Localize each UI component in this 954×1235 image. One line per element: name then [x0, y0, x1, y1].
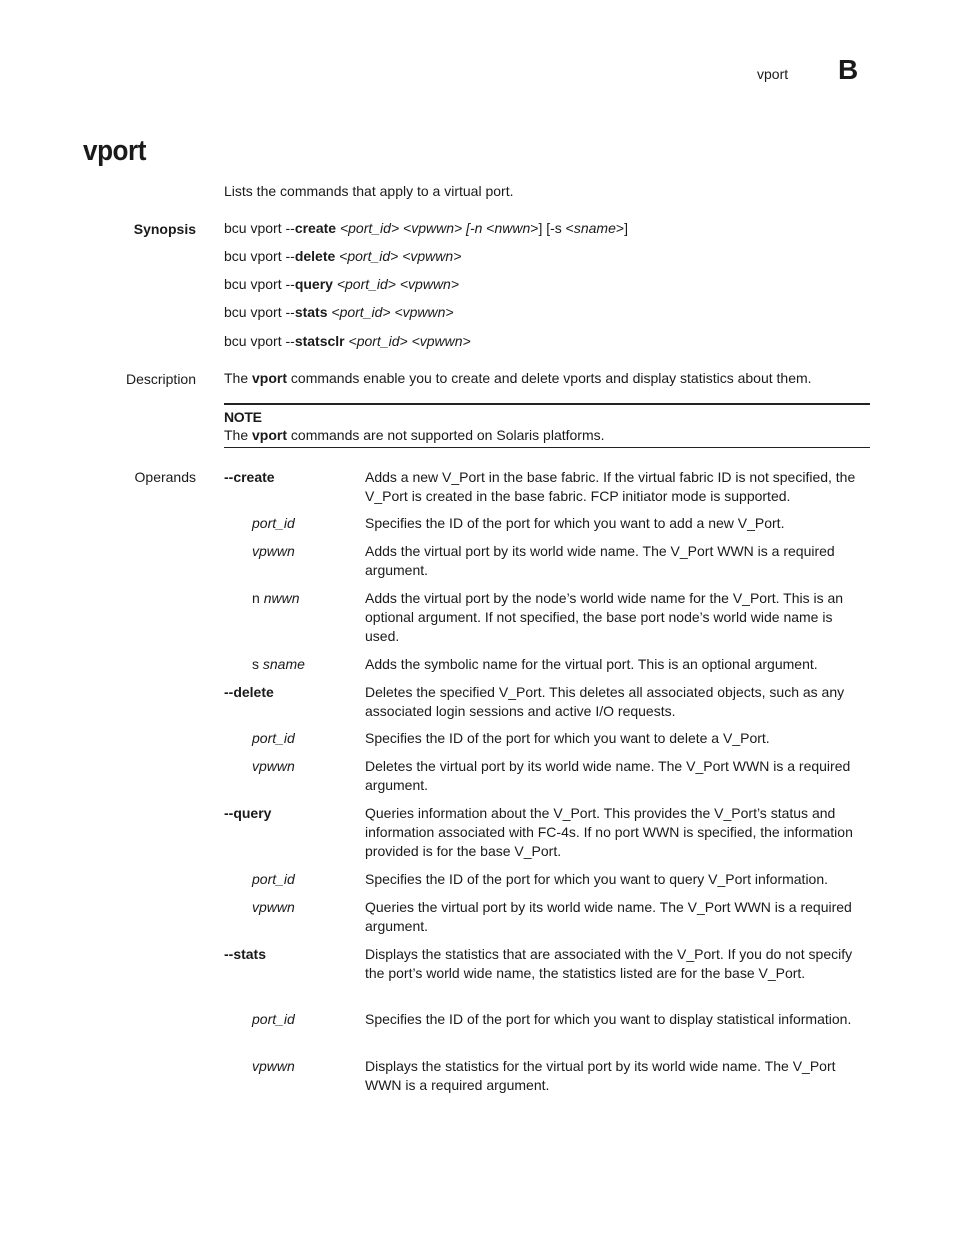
- synopsis-create: [224, 219, 628, 238]
- synopsis-command: create: [294, 220, 337, 236]
- synopsis-stats: [224, 303, 454, 322]
- operands-label: Operands: [134, 469, 196, 485]
- operand-desc: Specifies the ID of the port for which you want to delete a V_Port.: [365, 730, 770, 746]
- description-text: [224, 369, 812, 388]
- operand-desc: Displays the statistics that are associated with the V_Port. If you do not specify the port’s world wide name, the statistics listed are for the base V_Port.: [365, 946, 853, 981]
- operand-sub-name: vpwwn: [252, 758, 295, 774]
- operand-desc: Queries the virtual port by its world wide name. The V_Port WWN is a required argument.: [365, 899, 852, 934]
- synopsis-args: <port_id> <vpwwn>: [344, 333, 471, 349]
- note-bold: vport: [252, 427, 288, 443]
- operand-sub-name: [252, 655, 305, 674]
- synopsis-query: [224, 275, 459, 294]
- description-bold: vport: [252, 370, 288, 386]
- operand-desc: Deletes the specified V_Port. This deletes all associated objects, such as any associated login sessions and active I/O requests.: [365, 684, 845, 719]
- appendix-letter: B: [838, 54, 859, 85]
- operand-name: --query: [224, 805, 272, 821]
- description-post: commands enable you to create and delete vports and display statistics about them.: [287, 370, 812, 386]
- synopsis-delete: [224, 247, 461, 266]
- note-pre: The: [224, 427, 253, 443]
- description-label: Description: [125, 371, 196, 387]
- page-title: vport: [83, 135, 146, 167]
- operand-desc: Adds the virtual port by the node’s world wide name for the V_Port. This is an optional argument. If not specified, the base port node’s world wide name is used.: [365, 590, 844, 644]
- synopsis-args: <port_id> <vpwwn> [-: [336, 220, 475, 236]
- note-post: commands are not supported on Solaris platforms.: [287, 427, 605, 443]
- synopsis-command: delete: [294, 248, 336, 264]
- operand-sub-name: vpwwn: [252, 1058, 295, 1074]
- operand-desc: Deletes the virtual port by its world wide name. The V_Port WWN is a required argument.: [365, 758, 851, 793]
- operand-sub-name: port_id: [252, 515, 295, 531]
- running-header-section: vport: [757, 66, 789, 82]
- operand-name: --create: [224, 469, 275, 485]
- synopsis-statsclr: [224, 332, 471, 351]
- operand-desc: Queries information about the V_Port. This provides the V_Port’s status and information associated with FC-4s. If no port WWN is specified, the information provided is for the base V_Port.: [365, 805, 853, 859]
- operand-sub-name: vpwwn: [252, 543, 295, 559]
- synopsis-flag-n: n: [474, 220, 483, 236]
- synopsis-args: >] [-s <: [530, 220, 574, 236]
- operand-desc: Specifies the ID of the port for which you want to display statistical information.: [365, 1011, 852, 1027]
- synopsis-command: query: [294, 276, 333, 292]
- synopsis-args: <port_id> <vpwwn>: [335, 248, 462, 264]
- intro-text: Lists the commands that apply to a virtual port.: [224, 183, 514, 199]
- operand-sub-name: port_id: [252, 871, 295, 887]
- synopsis-prefix: bcu vport --: [224, 220, 295, 236]
- operand-desc: Adds the symbolic name for the virtual port. This is an optional argument.: [365, 656, 818, 672]
- operand-desc: Adds the virtual port by its world wide name. The V_Port WWN is a required argument.: [365, 543, 835, 578]
- operand-flag-arg: sname: [262, 656, 305, 672]
- operand-desc: Specifies the ID of the port for which you want to query V_Port information.: [365, 871, 829, 887]
- synopsis-label: Synopsis: [133, 221, 196, 237]
- operand-sub-name: [252, 589, 299, 608]
- synopsis-arg-nwwn: nwwn: [494, 220, 531, 236]
- operand-flag-arg: nwwn: [263, 590, 300, 606]
- description-pre: The: [224, 370, 253, 386]
- operand-name: --delete: [224, 684, 274, 700]
- operand-desc: Specifies the ID of the port for which you want to add a new V_Port.: [365, 515, 785, 531]
- synopsis-arg-sname: sname: [573, 220, 616, 236]
- synopsis-command: statsclr: [294, 333, 345, 349]
- operand-desc: Displays the statistics for the virtual port by its world wide name. The V_Port WWN is a required argument.: [365, 1058, 836, 1093]
- synopsis-command: stats: [294, 304, 328, 320]
- note-label: NOTE: [224, 409, 262, 425]
- synopsis-args: <: [482, 220, 495, 236]
- operand-sub-name: port_id: [252, 1011, 295, 1027]
- note-box: [224, 403, 870, 448]
- synopsis-prefix: bcu vport --: [224, 248, 295, 264]
- note-text: [224, 426, 605, 445]
- operand-sub-name: port_id: [252, 730, 295, 746]
- synopsis-args: >]: [615, 220, 628, 236]
- synopsis-prefix: bcu vport --: [224, 333, 295, 349]
- synopsis-prefix: bcu vport --: [224, 276, 295, 292]
- operand-flag: n: [252, 590, 264, 606]
- operand-sub-name: vpwwn: [252, 899, 295, 915]
- synopsis-args: <port_id> <vpwwn>: [332, 276, 460, 292]
- operand-flag: s: [252, 656, 263, 672]
- operand-name: --stats: [224, 946, 267, 962]
- synopsis-args: <port_id> <vpwwn>: [327, 304, 454, 320]
- operand-desc: Adds a new V_Port in the base fabric. If the virtual fabric ID is not specified, the V_Port is created in the base fabric. FCP initiator mode is supported.: [365, 469, 856, 504]
- synopsis-prefix: bcu vport --: [224, 304, 295, 320]
